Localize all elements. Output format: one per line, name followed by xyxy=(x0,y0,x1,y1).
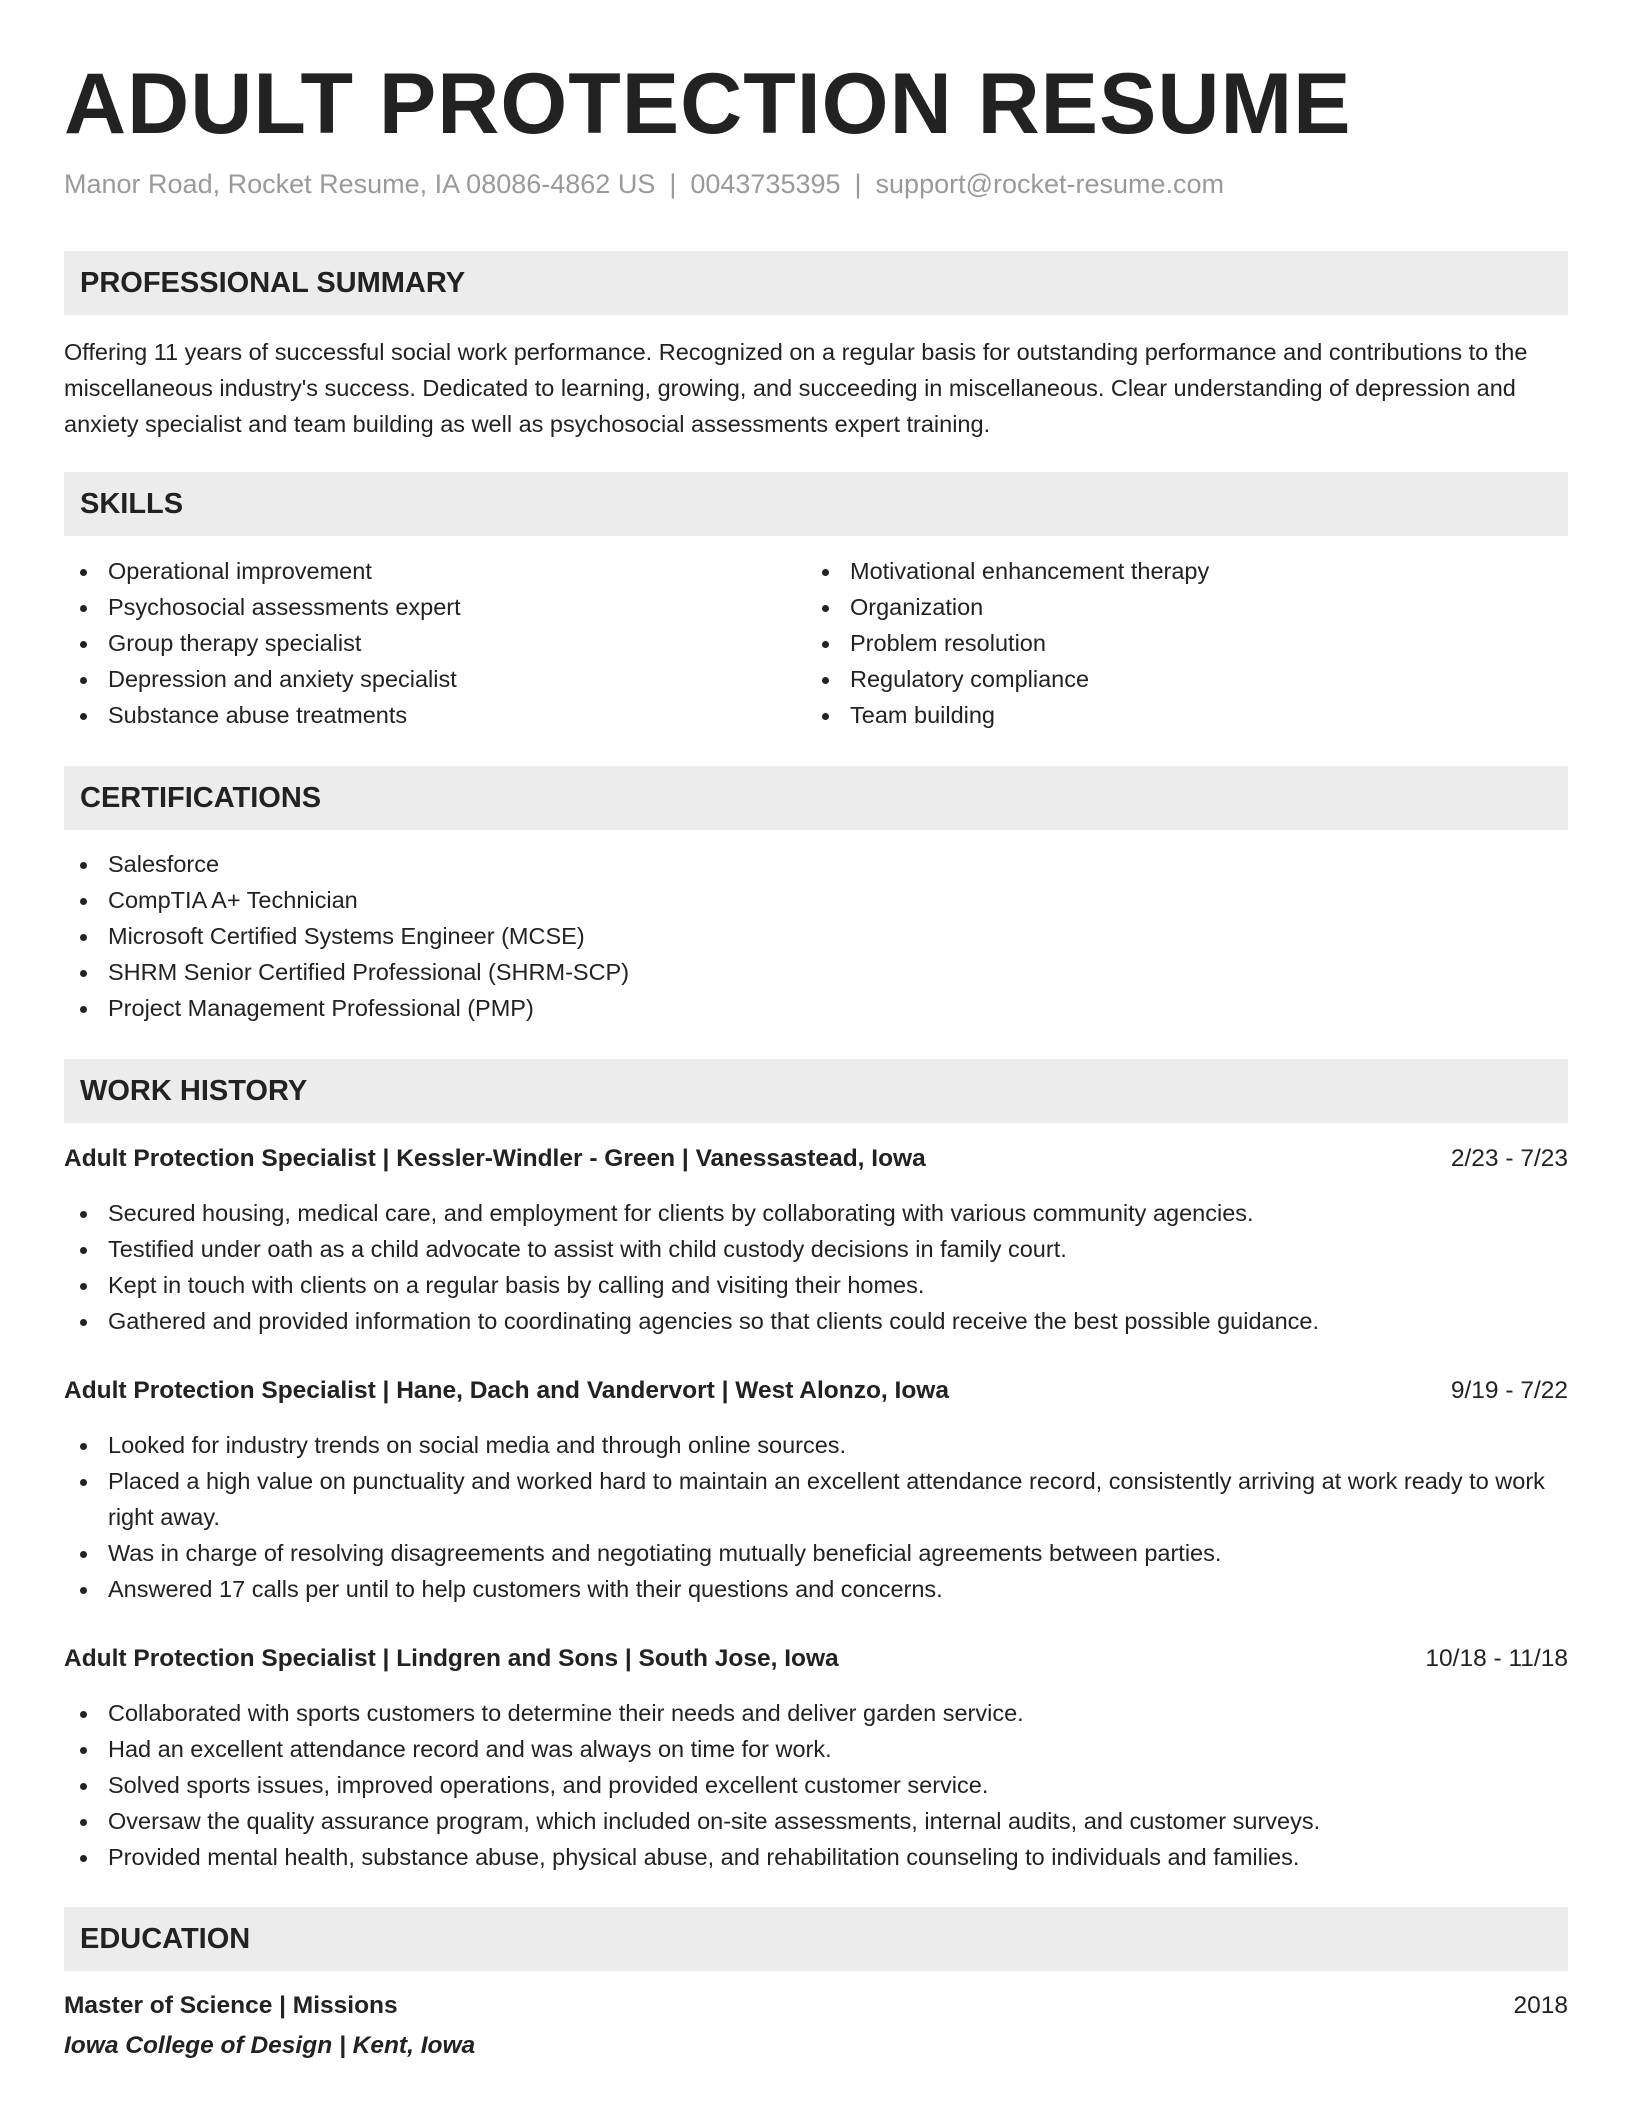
job-bullet-list xyxy=(64,1695,1568,1875)
list-item: Motivational enhancement therapy xyxy=(806,553,1546,589)
contact-separator: | xyxy=(854,169,862,199)
section-heading-summary: PROFESSIONAL SUMMARY xyxy=(64,251,1568,315)
list-item: Provided mental health, substance abuse, physical abuse, and rehabilitation counseling to individuals and families. xyxy=(64,1839,1568,1875)
summary-text: Offering 11 years of successful social work performance. Recognized on a regular basis for outstanding performance and contributions to the miscellaneous industry's success. Dedicated to learning, growing, and succeeding in miscellaneous. Clear understanding of depression and anxiety specialist and team building as well as psychosocial assessments expert training. xyxy=(64,339,1528,437)
job-title: Adult Protection Specialist | Kessler-Windler - Green | Vanessastead, Iowa xyxy=(64,1145,926,1172)
section-heading-education: EDUCATION xyxy=(64,1907,1568,1971)
section-heading-skills: SKILLS xyxy=(64,472,1568,536)
list-item: Collaborated with sports customers to determine their needs and deliver garden service. xyxy=(64,1695,1568,1731)
list-item: Psychosocial assessments expert xyxy=(64,589,804,625)
list-item: Solved sports issues, improved operations, and provided excellent customer service. xyxy=(64,1767,1568,1803)
list-item: Was in charge of resolving disagreements and negotiating mutually beneficial agreements between parties. xyxy=(64,1535,1568,1571)
job-dates: 10/18 - 11/18 xyxy=(1425,1645,1568,1672)
skills-list-left xyxy=(64,553,804,733)
job-dates: 2/23 - 7/23 xyxy=(1450,1145,1568,1172)
job-heading xyxy=(64,1373,1568,1409)
section-heading-work-history: WORK HISTORY xyxy=(64,1059,1568,1123)
list-item: Answered 17 calls per until to help customers with their questions and concerns. xyxy=(64,1571,1568,1607)
list-item: Microsoft Certified Systems Engineer (MCSE) xyxy=(64,918,1568,954)
list-item: Problem resolution xyxy=(806,625,1546,661)
contact-separator: | xyxy=(669,169,677,199)
job-heading xyxy=(64,1641,1568,1677)
contact-email: support@rocket-resume.com xyxy=(875,169,1225,199)
certifications-list xyxy=(64,846,1568,1026)
list-item: Project Management Professional (PMP) xyxy=(64,990,1568,1026)
job-dates: 9/19 - 7/22 xyxy=(1450,1377,1568,1404)
education-year: 2018 xyxy=(1513,1992,1568,2019)
job-heading xyxy=(64,1141,1568,1177)
job-title: Adult Protection Specialist | Lindgren and Sons | South Jose, Iowa xyxy=(64,1645,839,1672)
list-item: Looked for industry trends on social media and through online sources. xyxy=(64,1427,1568,1463)
list-item: Oversaw the quality assurance program, which included on-site assessments, internal audits, and customer surveys. xyxy=(64,1803,1568,1839)
contact-address: Manor Road, Rocket Resume, IA 08086-4862 US xyxy=(64,169,656,199)
list-item: Salesforce xyxy=(64,846,1568,882)
list-item: Placed a high value on punctuality and worked hard to maintain an excellent attendance record, consistently arriving at work ready to work right away. xyxy=(64,1463,1568,1535)
job-title: Adult Protection Specialist | Hane, Dach and Vandervort | West Alonzo, Iowa xyxy=(64,1377,949,1404)
list-item: Depression and anxiety specialist xyxy=(64,661,804,697)
section-heading-certifications: CERTIFICATIONS xyxy=(64,766,1568,830)
list-item: Organization xyxy=(806,589,1546,625)
list-item: Testified under oath as a child advocate to assist with child custody decisions in family court. xyxy=(64,1231,1568,1267)
list-item: Kept in touch with clients on a regular basis by calling and visiting their homes. xyxy=(64,1267,1568,1303)
job-bullet-list xyxy=(64,1427,1568,1607)
list-item: Had an excellent attendance record and was always on time for work. xyxy=(64,1731,1568,1767)
skills-list-right xyxy=(806,553,1546,733)
education-heading xyxy=(64,1988,1568,2024)
list-item: Substance abuse treatments xyxy=(64,697,804,733)
list-item: CompTIA A+ Technician xyxy=(64,882,1568,918)
education-school: Iowa College of Design | Kent, Iowa xyxy=(64,2032,476,2059)
list-item: Team building xyxy=(806,697,1546,733)
resume-title: ADULT PROTECTION RESUME xyxy=(64,56,1352,152)
contact-line xyxy=(64,164,1224,204)
list-item: SHRM Senior Certified Professional (SHRM-SCP) xyxy=(64,954,1568,990)
list-item: Secured housing, medical care, and employment for clients by collaborating with various community agencies. xyxy=(64,1195,1568,1231)
list-item: Group therapy specialist xyxy=(64,625,804,661)
list-item: Gathered and provided information to coordinating agencies so that clients could receive the best possible guidance. xyxy=(64,1303,1568,1339)
contact-phone: 0043735395 xyxy=(690,169,841,199)
job-bullet-list xyxy=(64,1195,1568,1339)
list-item: Operational improvement xyxy=(64,553,804,589)
education-degree: Master of Science | Missions xyxy=(64,1992,398,2019)
list-item: Regulatory compliance xyxy=(806,661,1546,697)
